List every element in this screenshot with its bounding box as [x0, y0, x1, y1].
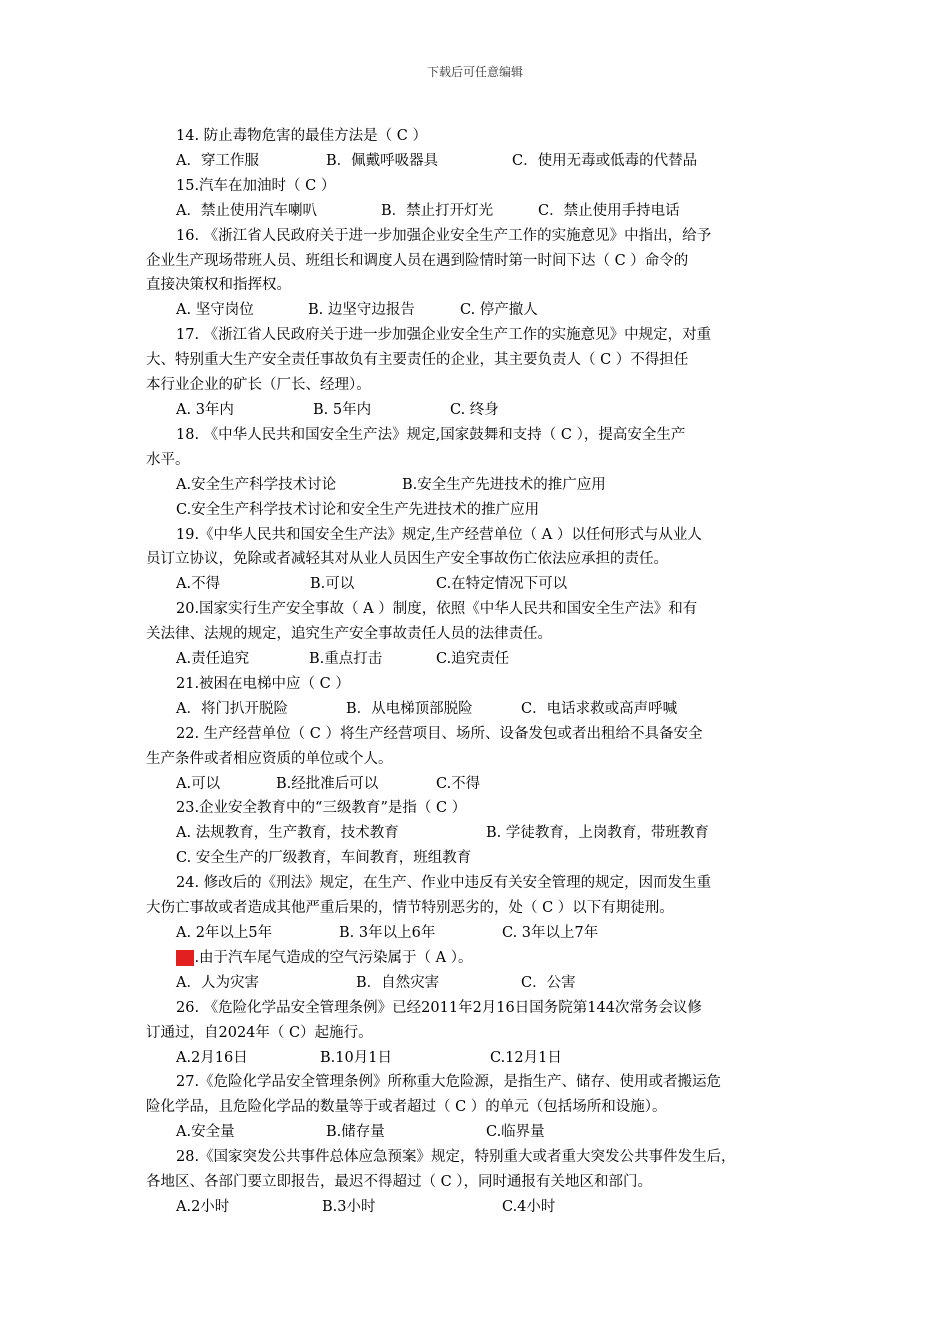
text-line: 15.汽车在加油时（ C ） — [176, 177, 336, 194]
text-line: 员订立协议，免除或者减轻其对从业人员因生产安全事故伤亡依法应承担的责任。 — [146, 551, 668, 568]
answer-option: C.在特定情况下可以 — [436, 576, 568, 593]
answer-option: C.4小时 — [502, 1198, 556, 1215]
answer-option: A．人为灾害 — [176, 974, 259, 991]
text-line: 本行业企业的矿长（厂长、经理）。 — [146, 377, 371, 394]
answer-options-line — [146, 572, 810, 597]
answer-options-line — [146, 398, 810, 423]
text-line: 23.企业安全教育中的“三级教育”是指（ C ） — [176, 800, 467, 817]
answer-option: C．禁止使用手持电话 — [538, 202, 680, 219]
answer-option: B.3小时 — [322, 1198, 376, 1215]
text-line: 19.《中华人民共和国安全生产法》规定,生产经营单位（ A ）以任何形式与从业人 — [176, 526, 702, 543]
text-line: 17. 《浙江省人民政府关于进一步加强企业安全生产工作的实施意见》中规定，对重 — [176, 327, 712, 344]
answer-options-line — [146, 149, 810, 174]
answer-options-line — [146, 473, 810, 498]
answer-options-line — [146, 1120, 810, 1145]
answer-option: B. 3年以上6年 — [339, 925, 436, 941]
answer-option: B．佩戴呼吸器具 — [326, 152, 439, 169]
answer-option: A．穿工作服 — [176, 152, 259, 169]
text-line: 21.被困在电梯中应（ C ） — [176, 675, 350, 692]
text-line: 26. 《危险化学品安全管理条例》已经2011年2月16日国务院第144次常务会议修 — [176, 999, 702, 1016]
answer-option: B.经批准后可以 — [276, 775, 379, 792]
answer-option: C.12月1日 — [490, 1049, 562, 1066]
text-line: 20.国家实行生产安全事故（ A ）制度，依照《中华人民共和国安全生产法》和有 — [176, 601, 698, 618]
text-line: 28.《国家突发公共事件总体应急预案》规定，特别重大或者重大突发公共事件发生后， — [176, 1149, 736, 1166]
answer-option: C．使用无毒或低毒的代替品 — [512, 152, 698, 169]
text-line: 险化学品，且危险化学品的数量等于或者超过（ C ）的单元（包括场所和设施）。 — [146, 1099, 667, 1116]
answer-option: C. 终身 — [450, 401, 499, 418]
answer-option: A.2月16日 — [176, 1049, 248, 1066]
answer-option: A. 法规教育，生产教育，技术教育 — [176, 825, 399, 842]
answer-option: A. 2年以上5年 — [176, 925, 273, 941]
answer-option: B.可以 — [310, 576, 355, 593]
answer-option: B．禁止打开灯光 — [381, 202, 494, 219]
answer-option: A.2小时 — [176, 1198, 230, 1215]
answer-option: A.可以 — [176, 775, 221, 792]
text-line — [146, 946, 810, 971]
page-header: 下载后可任意编辑 — [426, 65, 523, 79]
text-line: C.安全生产科学技术讨论和安全生产先进技术的推广应用 — [176, 501, 540, 518]
text-line: 水平。 — [146, 451, 190, 468]
text-line: 订通过，自2024年（ C）起施行。 — [146, 1024, 373, 1041]
answer-option: A. 3年内 — [176, 401, 234, 418]
answer-option: B. 学徒教育，上岗教育，带班教育 — [486, 825, 709, 842]
answer-option: B. 边坚守边报告 — [308, 302, 415, 319]
answer-options-line — [146, 1195, 810, 1220]
text-line: 18. 《中华人民共和国安全生产法》规定,国家鼓舞和支持（ C ），提高安全生产 — [176, 426, 686, 443]
answer-option: A.安全量 — [176, 1124, 235, 1141]
answer-options-line — [146, 772, 810, 797]
text-line: 生产条件或者相应资质的单位或个人。 — [146, 750, 393, 767]
answer-options-line — [146, 921, 810, 946]
answer-option: B．从电梯顶部脱险 — [346, 700, 473, 717]
answer-option: B.安全生产先进技术的推广应用 — [402, 476, 606, 493]
question-text: .由于汽车尾气造成的空气污染属于（ A ）。 — [194, 949, 473, 966]
answer-options-line — [146, 697, 810, 722]
answer-option: A．将门扒开脱险 — [176, 700, 288, 717]
answer-option: C．公害 — [521, 974, 576, 991]
answer-option: C.临界量 — [486, 1124, 545, 1141]
answer-options-line — [146, 199, 810, 224]
answer-option: B．自然灾害 — [356, 974, 440, 991]
text-line: 关法律、法规的规定，追究生产安全事故责任人员的法律责任。 — [146, 626, 552, 643]
answer-option: C．电话求救或高声呼喊 — [521, 700, 678, 717]
answer-option: B.重点打击 — [309, 651, 383, 668]
answer-option: A. 坚守岗位 — [176, 302, 254, 319]
text-line: 14. 防止毒物危害的最佳方法是（ C ） — [176, 128, 427, 144]
answer-option: B. 5年内 — [313, 401, 372, 418]
answer-option: B.储存量 — [326, 1124, 385, 1141]
answer-option: A.安全生产科学技术讨论 — [176, 476, 337, 493]
answer-option: C.追究责任 — [436, 651, 510, 668]
highlighted-question-number: 25 — [176, 949, 195, 966]
answer-options-line — [146, 1046, 810, 1071]
answer-options-line — [146, 971, 810, 996]
document-body — [146, 124, 810, 1220]
answer-option: A．禁止使用汽车喇叭 — [176, 202, 317, 219]
text-line: 大伤亡事故或者造成其他严重后果的，情节特别恶劣的，处（ C ）以下有期徒刑。 — [146, 900, 674, 917]
text-line: 24. 修改后的《刑法》规定，在生产、作业中违反有关安全管理的规定，因而发生重 — [176, 875, 712, 892]
text-line: 直接决策权和指挥权。 — [146, 277, 291, 294]
answer-options-line — [146, 647, 810, 672]
text-line: 16. 《浙江省人民政府关于进一步加强企业安全生产工作的实施意见》中指出，给予 — [176, 227, 712, 244]
text-line: C. 安全生产的厂级教育，车间教育，班组教育 — [176, 850, 472, 867]
answer-option: C.不得 — [436, 775, 481, 792]
answer-options-line — [146, 821, 810, 846]
text-line: 各地区、各部门要立即报告，最迟不得超过（ C ），同时通报有关地区和部门。 — [146, 1174, 653, 1191]
answer-option: B.10月1日 — [320, 1049, 392, 1066]
answer-option: A.不得 — [176, 576, 221, 593]
answer-option: A.责任追究 — [176, 651, 250, 668]
answer-options-line — [146, 298, 810, 323]
answer-option: C. 3年以上7年 — [502, 925, 599, 941]
text-line: 22. 生产经营单位（ C ）将生产经营项目、场所、设备发包或者出租给不具备安全 — [176, 725, 703, 742]
text-line: 企业生产现场带班人员、班组长和调度人员在遇到险情时第一时间下达（ C ）命令的 — [146, 252, 689, 269]
text-line: 27.《危险化学品安全管理条例》所称重大危险源，是指生产、储存、使用或者搬运危 — [176, 1074, 722, 1091]
text-line: 大、特别重大生产安全责任事故负有主要责任的企业，其主要负责人（ C ）不得担任 — [146, 352, 689, 369]
answer-option: C. 停产撤人 — [460, 302, 538, 319]
